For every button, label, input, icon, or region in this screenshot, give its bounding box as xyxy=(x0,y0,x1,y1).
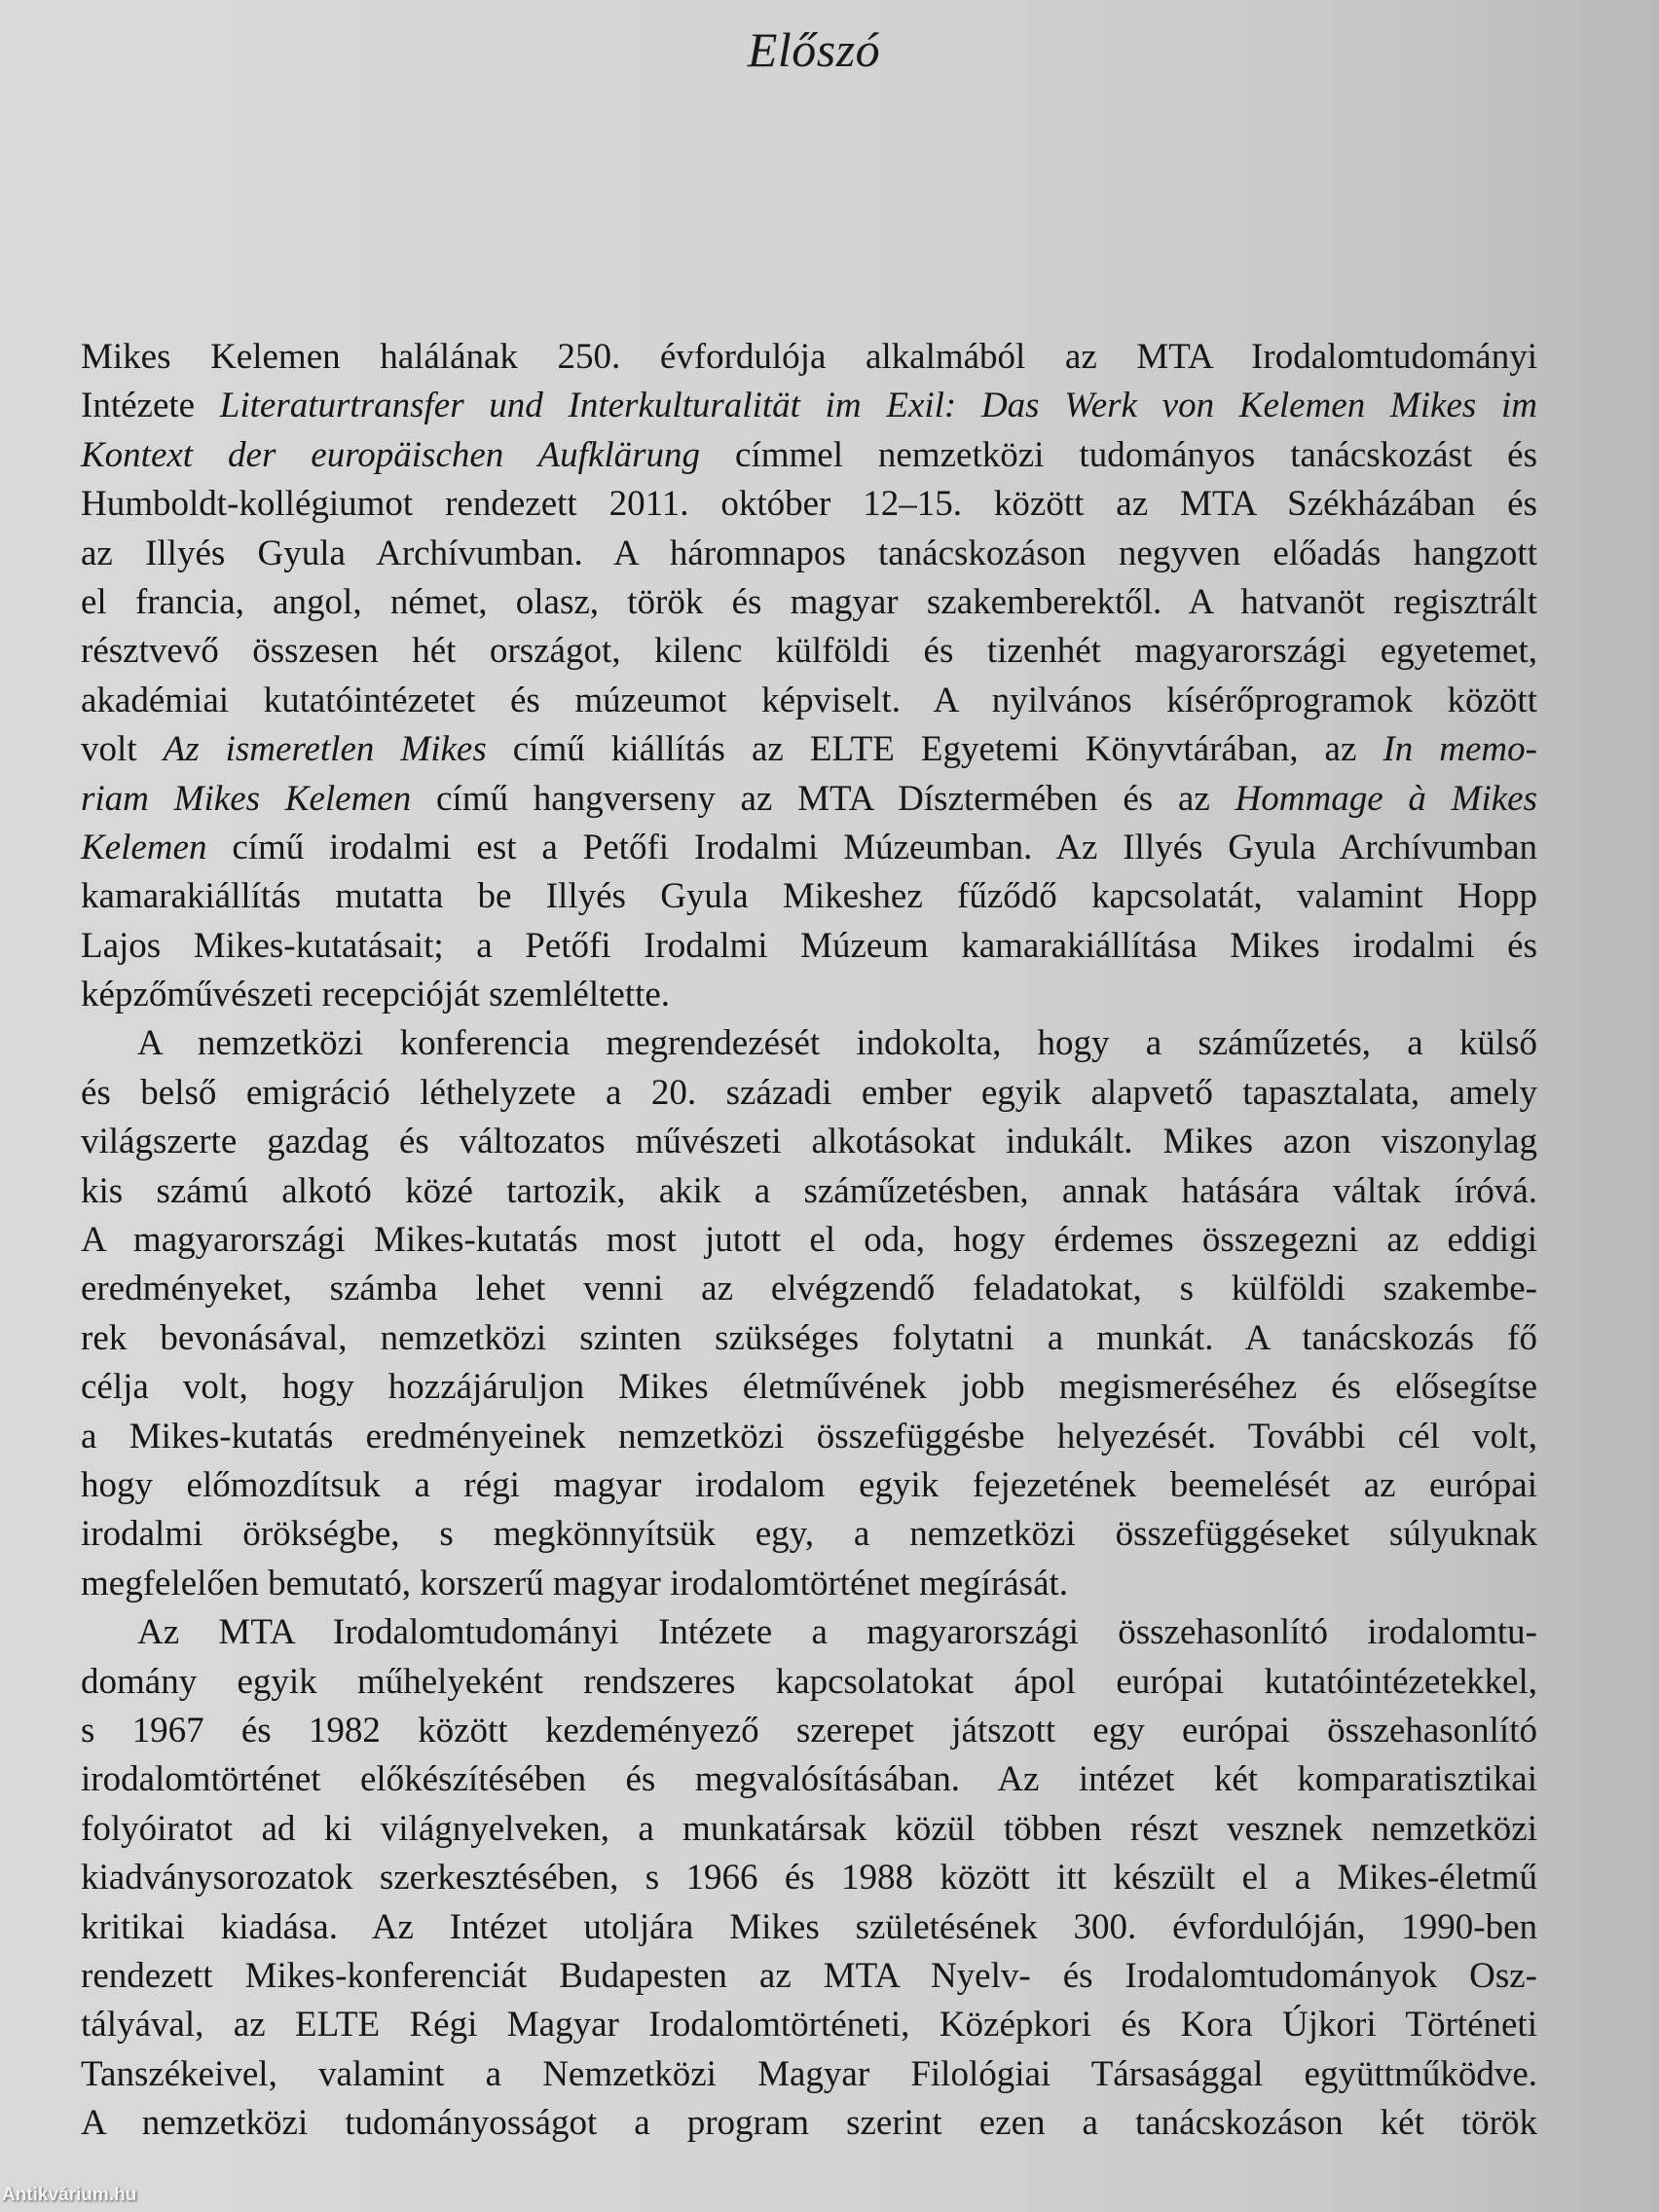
text-segment: kis számú alkotó közé tartozik, akik a száműzetésben, annak hatására váltak íróvá. xyxy=(81,1170,1537,1211)
text-line xyxy=(81,1560,1537,1608)
text-segment: című irodalmi est a Petőfi Irodalmi Múzeumban. Az Illyés Gyula Archívumban xyxy=(206,827,1537,867)
text-segment: domány egyik műhelyeként rendszeres kapcsolatokat ápol európai kutatóintézetekkel, xyxy=(81,1661,1537,1702)
text-segment: címmel nemzetközi tudományos tanácskozást és xyxy=(700,434,1537,475)
text-line xyxy=(81,971,1537,1019)
text-segment: Humboldt-kollégiumot rendezett 2011. október 12–15. között az MTA Székházában és xyxy=(81,484,1537,525)
text-segment: kritikai kiadása. Az Intézet utoljára Mikes születésének 300. évfordulóján, 1990-ben xyxy=(81,1906,1537,1947)
text-segment: megfelelően bemutató, korszerű magyar irodalomtörténet megírását. xyxy=(81,1563,1069,1604)
text-line xyxy=(81,1707,1537,1755)
text-line xyxy=(81,333,1537,382)
text-line xyxy=(81,922,1537,971)
text-line xyxy=(81,824,1537,872)
text-line xyxy=(81,1952,1537,2001)
text-segment: A nemzetközi konferencia megrendezését indokolta, hogy a száműzetés, a külső xyxy=(137,1023,1537,1064)
text-segment: rendezett Mikes-konferenciát Budapesten az MTA Nyelv- és Irodalomtudományok Osz- xyxy=(81,1955,1537,1996)
text-line xyxy=(81,1413,1537,1461)
text-segment: volt xyxy=(81,729,164,770)
text-line xyxy=(81,2099,1537,2148)
text-segment: és belső emigráció léthelyzete a 20. századi ember egyik alapvető tapasztalata, amely xyxy=(81,1072,1537,1113)
text-segment: Mikes Kelemen halálának 250. évfordulója alkalmából az MTA Irodalomtudományi xyxy=(81,337,1537,377)
text-segment: tályával, az ELTE Régi Magyar Irodalomtörténeti, Középkori és Kora Újkori Történeti xyxy=(81,2005,1537,2046)
text-line xyxy=(81,1903,1537,1952)
text-line xyxy=(81,627,1537,676)
text-segment: akadémiai kutatóintézetet és múzeumot képviselt. A nyilvános kísérőprogramok között xyxy=(81,680,1537,720)
text-segment: az Illyés Gyula Archívumban. A háromnapos tanácskozáson negyven előadás hangzott xyxy=(81,533,1537,573)
text-line xyxy=(81,872,1537,921)
page-title: Előszó xyxy=(747,22,881,77)
text-segment: képzőművészeti recepcióját szemléltette. xyxy=(81,975,671,1015)
text-line xyxy=(81,1755,1537,1804)
text-segment: című kiállítás az ELTE Egyetemi Könyvtárában, az xyxy=(486,729,1383,770)
text-line xyxy=(81,382,1537,430)
text-segment: Az MTA Irodalomtudományi Intézete a magyarországi összehasonlító irodalomtu- xyxy=(137,1612,1537,1653)
text-line xyxy=(81,1265,1537,1313)
text-segment: Lajos Mikes-kutatásait; a Petőfi Irodalmi Múzeum kamarakiállítása Mikes irodalmi és xyxy=(81,925,1537,966)
text-segment: című hangverseny az MTA Dísztermében és az xyxy=(411,778,1235,819)
text-segment: világszerte gazdag és változatos művészeti alkotásokat indukált. Mikes azon viszonylag xyxy=(81,1122,1537,1162)
text-line xyxy=(81,530,1537,578)
text-segment: hogy előmozdítsuk a régi magyar irodalom egyik fejezetének beemelését az európai xyxy=(81,1464,1537,1505)
text-segment: A magyarországi Mikes-kutatás most jutott el oda, hogy érdemes összegezni az eddigi xyxy=(81,1220,1537,1261)
text-segment: célja volt, hogy hozzájáruljon Mikes életművének jobb megismeréséhez és elősegítse xyxy=(81,1367,1537,1408)
text-segment: folyóiratot ad ki világnyelveken, a munkatársak közül többen részt vesznek nemzetközi xyxy=(81,1808,1537,1849)
text-segment: A nemzetközi tudományosságot a program szerint ezen a tanácskozáson két török xyxy=(81,2103,1537,2144)
text-segment: el francia, angol, német, olasz, török és magyar szakemberektől. A hatvanöt regisztrált xyxy=(81,581,1537,622)
text-line xyxy=(81,578,1537,627)
text-segment: irodalmi örökségbe, s megkönnyítsük egy, a nemzetközi összefüggéseket súlyuknak xyxy=(81,1514,1537,1555)
italic-title-text: In memo- xyxy=(1382,729,1537,770)
text-segment: Tanszékeivel, valamint a Nemzetközi Magyar Filológiai Társasággal együttműködve. xyxy=(81,2053,1537,2094)
text-line xyxy=(81,2050,1537,2099)
text-segment: rek bevonásával, nemzetközi szinten szükséges folytatni a munkát. A tanácskozás fő xyxy=(81,1317,1537,1358)
italic-title-text: Az ismeretlen Mikes xyxy=(163,729,487,770)
text-line xyxy=(81,1167,1537,1216)
text-line xyxy=(81,1805,1537,1854)
text-line xyxy=(81,2001,1537,2049)
watermark: Antikvárium.hu xyxy=(2,2185,137,2205)
body-text xyxy=(81,333,1537,2148)
text-line xyxy=(81,775,1537,824)
italic-title-text: Hommage à Mikes xyxy=(1235,778,1537,819)
text-segment: eredményeket, számba lehet venni az elvégzendő feladatokat, s külföldi szakembe- xyxy=(81,1269,1537,1309)
italic-title-text: riam Mikes Kelemen xyxy=(81,778,412,819)
text-segment: résztvevő összesen hét országot, kilenc külföldi és tizenhét magyarországi egyetemet, xyxy=(81,631,1537,672)
text-line xyxy=(81,1069,1537,1118)
text-line xyxy=(81,1658,1537,1707)
text-line xyxy=(81,1854,1537,1902)
text-line xyxy=(81,1461,1537,1510)
text-segment: a Mikes-kutatás eredményeinek nemzetközi összefüggésbe helyezését. További cél volt, xyxy=(81,1416,1537,1456)
italic-title-text: Kelemen xyxy=(81,827,207,867)
text-line xyxy=(81,677,1537,725)
text-line xyxy=(81,480,1537,529)
text-segment: Intézete xyxy=(81,386,220,426)
text-line xyxy=(81,1314,1537,1363)
text-segment: irodalomtörténet előkészítésében és megvalósításában. Az intézet két komparatisztikai xyxy=(81,1759,1537,1800)
text-line xyxy=(81,1118,1537,1166)
text-segment: kamarakiállítás mutatta be Illyés Gyula Mikeshez fűződő kapcsolatát, valamint Hopp xyxy=(81,876,1537,917)
text-line xyxy=(81,1363,1537,1412)
text-line xyxy=(81,725,1537,774)
text-line xyxy=(81,431,1537,480)
text-line xyxy=(81,1608,1537,1657)
text-line xyxy=(81,1019,1537,1068)
italic-title-text: Literaturtransfer und Interkulturalität im Exil: Das Werk von Kelemen Mikes im xyxy=(219,386,1537,426)
italic-title-text: Kontext der europäischen Aufklärung xyxy=(81,434,701,475)
text-line xyxy=(81,1510,1537,1559)
text-segment: s 1967 és 1982 között kezdeményező szerepet játszott egy európai összehasonlító xyxy=(81,1710,1537,1751)
text-segment: kiadványsorozatok szerkesztésében, s 1966 és 1988 között itt készült el a Mikes-életmű xyxy=(81,1858,1537,1899)
text-line xyxy=(81,1216,1537,1265)
